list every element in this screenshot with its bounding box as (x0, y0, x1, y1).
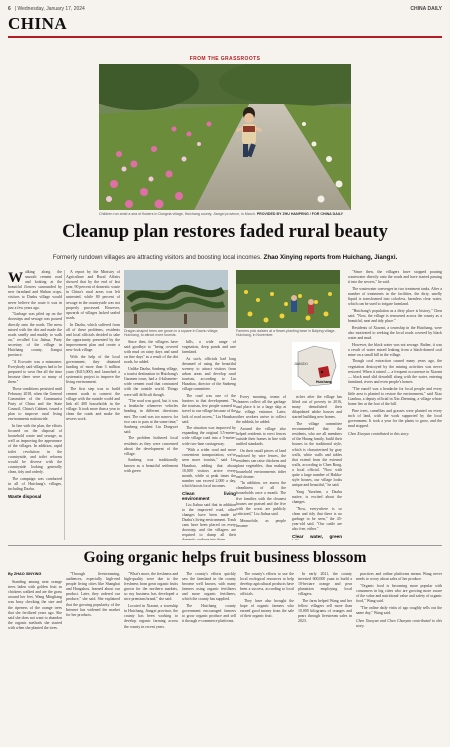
paragraph: The wastewater converges in two treatment tanks. After a number of treatments in the facilities, the dirty, smelly liquid is transformed into colorless, harmless clear water, which can be used to irrigate farmland. (348, 286, 442, 307)
paragraph: alking along the smooth cement road and looking at the beautiful flowers surrounded by new farmland and Shiban crops, visitors to Dazhu village would never believe the route it was in just a few years ago. (8, 270, 62, 310)
paragraph: Yang Yuezhen, a Dazhu native, is excited about the changes. (292, 489, 342, 505)
kicker: FROM THE GRASSROOTS (189, 56, 261, 62)
paragraph: Meanwhile, as people became (236, 518, 286, 528)
paragraph: The county's efforts quickly saw the farmland in the county become well known, with many farmers using organic fertilizers and more organic fertilizers, which the county has supplied. (182, 572, 236, 602)
paragraph: A report by the Ministry of Agriculture and Rural Affairs showed that by the end of last year, 90 percent of domestic waste in China's rural areas was left untreated, while 80 percent of sewage in the countryside was not properly processed. However, upwards of villages lacked sealed roads. (66, 270, 120, 320)
article1-column-6 (292, 395, 342, 540)
paragraph: Though coal extraction caused many years ago, the vegetation destroyed by the mining activities was never restored. When it rained — a frequent occurrence in Xiaomi — black mud slid downhill along with the water, entering farmland, rivers and even people's homes. (348, 359, 442, 384)
article-divider (8, 545, 442, 546)
paragraph: richer after the village has lifted out of poverty in 2016, many demolished their dilapidated adobe houses and started building new homes. (292, 395, 342, 420)
article1-column-7 (348, 270, 442, 540)
dropcap: W (8, 270, 23, 286)
subhead: Clear water, green (292, 534, 342, 540)
paragraph: "The online daily visits of ago roughly sells out the same day," Wang said. (356, 605, 442, 615)
paragraph: "With a wider road and more convenient transportation, we've seen more tourists," said Liu Huazhao, adding that about 10,000 visitors arrive every month, while at peak times the number can exceed 2,000 a day, which boosts local incomes. (182, 448, 236, 488)
main-photo-illustration (99, 64, 351, 210)
paragraph: Located in Xiaomi, a township in Huichang, Jiangxi province, the county has been working to develop organic farming across the county in recent years. (124, 604, 178, 629)
contributor-credit: Chen Xiaoyun and Chen Chunyan contributed to this story. (356, 618, 442, 629)
article1-column-4 (182, 340, 236, 540)
photo-credit: PROVIDED BY ZHU HANPENG / FOR CHINA DAILY (256, 212, 344, 216)
paragraph: In line with the plan, the efforts focused on the disposal of household waste and sewage, as well as improving the appearance of the villages. In addition, rapid toilet revolution in the countryside, and toilet reforms would be diverse with the countryside looking generally clean, tidy and orderly. (8, 424, 62, 474)
paragraph: As such, officials had long dreamed of using the beautiful scenery to attract visitors from urban areas and develop rural tourism, according to Liu Huazhao, director of the Sanbeng village committee. (182, 356, 236, 392)
paragraph: However, the black water was not sewage. Rather, it was a result of water mixed leaking from a black-domed coal mine on a small hill in the village. (348, 342, 442, 357)
paragraph: The campaign was conducted in all of Huichang's villages, including Dazhu. (8, 476, 62, 491)
paragraph: Around the village also helped residents to erect fences outside their homes in line with unified standards. (236, 427, 286, 447)
daisy-farm-illustration (236, 270, 340, 328)
daisy-farm-photo (236, 270, 340, 328)
map-label-province: JIANGXI (294, 362, 308, 366)
date-line: | Wednesday, January 17, 2024 (14, 5, 85, 12)
article2-column-6 (298, 572, 352, 742)
paragraph: The road was one of the barriers to that development. "In the tourism, few people wanted to travel to our village because of the lack of road access," Liu Huazhao said. (182, 394, 236, 424)
paragraph: "Organic food is becoming more popular with consumers in big cities who are growing more aware of the value and nutritional value and safety of organic food," Wang said. (356, 583, 442, 604)
paragraph: "What's more, the freshness and high-quality were due to the freshness from great organic fruits grown for the northern markets, so my business has developed a nice premium brand," she said. (124, 572, 178, 602)
contributor-credit: Chen Xiaoyun contributed to this story. (348, 431, 410, 436)
article1-headline: Cleanup plan restores faded rural beauty (62, 222, 388, 242)
paragraph: On their small pieces of land enclosed by wire fences, the residents can raise chickens and plant vegetables, thus making household environments tidier and cleaner. (236, 449, 286, 479)
paragraph: Unlike Dazhu, Sanbeng village, a tourist destination in Huichang's Gaomen town, had a 4-kilometer-wide cement road that contrasted with the outside world. Things were still difficult though. (124, 367, 178, 397)
article2-headline: Going organic helps fruit business blossom (83, 549, 367, 566)
main-photo (99, 64, 351, 210)
dragon-trees-illustration (124, 270, 228, 328)
paragraph: "A Ecovativ was a misnomer. Everybody said villagers had to be prepared to wear flea all the time because there were so many of them." (8, 359, 62, 385)
paragraph: The first step was to build cement roads to connect the village with the outside world and link all 400 households in the village. It took more than a year to clean the roads and make the sewers work. (66, 386, 120, 422)
paragraph: Standing among neat orange trees laden with golden fruit as chickens walked and ate the grass around her feet, Wang Mingliang was busy checking the size and the ripeness of the orange trees that she fertilized years ago. She said she does not want to abandon the organic methods she started with when she planted the trees. (8, 580, 62, 630)
caption-text: Children run amid a sea of flowers in Dongxia village, Huichang county, Jiangxi province, in March. (99, 212, 256, 216)
daisy-farm-caption: Farmers pick daisies at a flower-planting base in Baiping village, Huichang, in November. (236, 329, 336, 338)
paragraph: "Since then, the villagers have stopped pouring wastewater directly onto the roads and have started passing it into the sewers," he said. (348, 270, 442, 285)
article2-column-4 (182, 572, 236, 742)
paragraph: The county's efforts to use the local ecological resources to help develop agricultural products have been a success, according to local officials. (240, 572, 294, 597)
paragraph: Sanbeng was traditionally known as a beautiful settlement with green (124, 458, 178, 473)
byline: By ZHAO XINYING (8, 572, 42, 576)
paragraph: Liu Jiahua said that in addition to the improved road, other changes have been made in Dazhu's living environment. Trash cans have been placed on every doorstep, and the villagers are required to dump all their (182, 502, 236, 538)
paragraph: Every morning, teams of cleaners collect all the garbage and place it in a large skip at the village entrance. Later, other workers arrive to collect the rubbish, he added. (236, 395, 286, 425)
paragraph: In early 2021, the county invested 600,000 yuan to build a 10-hectare orange and pear plantation employing local villagers. (298, 572, 352, 597)
paragraph: "The runoff was a headache for local people and every little area is planted to restore the environment," said Xiao Lianhua, a deputy official in Xin Zhenning, a village whose home lies at the foot of the hill. (348, 386, 442, 406)
page-number: 6 (8, 5, 11, 12)
paragraph: The situation was improved by expanding the original 3.5-meter-wide village road into a 5-meter-wide two-lane carriageway. (182, 426, 236, 446)
article1-column-3 (124, 340, 178, 540)
paragraph: "Now, everywhere is so clean and tidy that there is no garbage to be seen," the 45-year-old said. "Our cattle are also free, either." (292, 506, 342, 532)
locator-map (292, 342, 340, 390)
article2-column-2 (66, 572, 120, 742)
main-photo-caption (99, 212, 351, 216)
subhead: Clean living environment (182, 491, 236, 502)
paragraph: Residents of Xiaomi, a township in the Huichang, were also motivated to seeking the local roads covered by black water and mud. (348, 325, 442, 340)
paragraph: practices and online platforms means Wang never needs to worry about sales of her produce. (356, 572, 442, 582)
paragraph: Since then, the villagers have said goodbye to "being covered with mud on rainy days and sand on fine days" as a result of the dirt roads, he added. (124, 340, 178, 365)
paragraph: "Garbage was piled up on the doorsteps and sewage was poured directly onto the roads. The mess mixed with the dirt and made the roads smelly and muddy to walk on," recalled Liu Jiahua, Party secretary of the village in Huichang county, Jiangxi province. (8, 312, 62, 358)
section-rule (8, 36, 442, 38)
map-label-county: Huichang (316, 380, 332, 384)
paragraph: "Huichang's population as a dirty place is history," Chen said. "Now, the village is renowned across the county as a beautiful, neat and tidy place." (348, 308, 442, 324)
paragraph: Those conditions persisted until February 2018, when the General Committee of the Communist Party of China and the State Council, China's Cabinet, issued a plan to improve rural living environments nationwide. (8, 386, 62, 422)
page-header (8, 4, 442, 13)
article1-column-5 (236, 395, 286, 540)
paragraph: "Through livestreaming, audiences, especially high-end people living cities like Shanghai and Hangzhou, learned about our product. Later, they ordered our produce," she said. She explained that the growing popularity of the Internet has widened the market for her products. (66, 572, 120, 617)
article2-column-1 (8, 572, 62, 742)
article1-deck (8, 254, 442, 261)
deck-text: Formerly rundown villages are attracting visitors and boosting local incomes. (52, 254, 262, 261)
paragraph: The problem bothered local residents as they were concerned about the development of the village. (124, 436, 178, 456)
paragraph: The village committee recommended that the residents, who are all members of the Huang family, build their houses in the traditional style, which is characterized by gray walls, white walls and tables that extend from the external walls, according to Chen Rong, a local official. "Now with quite a large number of Hakka-style houses, our village looks unique and beautiful," he said. (292, 422, 342, 488)
dragon-trees-caption: Dragon-shaped trees are grown in a square in Dazhu village, Huichang, to attract more tourists. (124, 329, 219, 338)
article2-column-5 (240, 572, 294, 742)
dragon-trees-photo (124, 270, 228, 328)
column-separator (64, 270, 65, 540)
deck-author: Zhao Xinying reports from Huichang, Jiangxi. (263, 254, 398, 261)
section-title: CHINA (8, 14, 68, 33)
paragraph: They have also brought the hope of organic farmers who earned good money from the sale of their organic fruit. (240, 599, 294, 619)
paragraph: hills, a wide range of vegetation, deep ponds and rare farmland. (182, 340, 236, 355)
article1-column-1 (8, 270, 62, 540)
subhead: Waste disposal (8, 493, 42, 499)
paragraph: The Huichang county government encouraged farmers to grow organic produce and sell it through e-commerce platforms. (182, 604, 236, 624)
paragraph: With the help of the local government, they obtained funding of more than 3 million yuan ($415,000) and launched a systematic project to improve the living environment. (66, 354, 120, 385)
paragraph: Pine trees, camellias and grasses were planted on every inch of land, with the work supported by the local government. It took a year for the plants to grow, and the mud stopped. (348, 408, 442, 428)
article1-column-2 (66, 270, 120, 540)
paragraph: "The road was good, but it was a headache whenever vehicles heading in different directions met. The road was too narrow for two cars to pass at the same time," Sanbeng resident Liu Dongwei said. (124, 399, 178, 434)
brand-name: CHINA DAILY (410, 5, 442, 12)
paragraph: "In addition, we assess the cleanliness of all the households once a month. The five families with the cleanest houses are praised and the five with the worst are publicly criticized," Liu Jiahua said. (236, 481, 286, 516)
article2-column-3 (124, 572, 178, 742)
paragraph: The farm helped Wang and her fellow villagers sell more than 10,000 kilograms of oranges and pears through livestream sales in 2023. (298, 599, 352, 624)
paragraph: In Dazhu, which suffered from all of these problems, residents and local officials decided to take the opportunity presented by the improvement plan and create a new-look village. (66, 322, 120, 352)
article2-column-7 (356, 572, 442, 742)
